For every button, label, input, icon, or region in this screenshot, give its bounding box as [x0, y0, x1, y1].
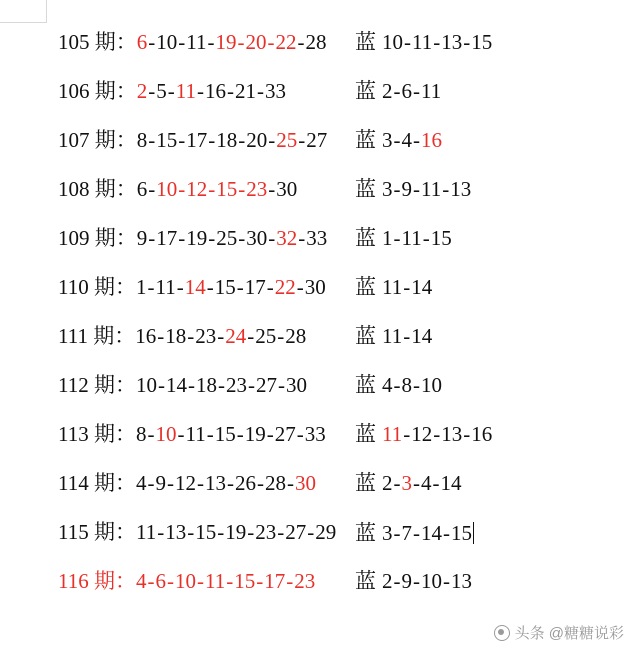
red-ball-number: 33 — [264, 79, 286, 103]
number-separator: - — [393, 373, 401, 397]
blue-ball-number: 4 — [382, 373, 393, 397]
number-separator: - — [443, 520, 450, 545]
red-ball-number: 6 — [155, 569, 166, 593]
row-blue-numbers — [355, 228, 640, 249]
row-period-number: 107 — [58, 128, 90, 152]
number-separator: - — [206, 422, 214, 446]
red-ball-number: 11 — [135, 520, 157, 544]
number-separator: - — [442, 177, 450, 201]
row-period-number: 113 — [58, 422, 89, 446]
row-period-label: 期： — [88, 471, 136, 495]
lottery-row — [0, 263, 640, 312]
red-ball-number: 15 — [156, 128, 178, 152]
blue-ball-number: 11 — [382, 275, 403, 299]
row-period-label: 期： — [89, 30, 137, 54]
red-ball-number: 27 — [306, 128, 328, 152]
blue-label: 蓝 — [355, 422, 376, 446]
row-red-numbers — [0, 228, 355, 249]
blue-ball-number: 14 — [411, 275, 433, 299]
row-period-label: 期： — [88, 373, 136, 397]
lottery-row — [0, 165, 640, 214]
row-blue-numbers — [355, 424, 640, 445]
row-blue-numbers — [355, 522, 640, 544]
number-separator: - — [433, 422, 441, 446]
lottery-row — [0, 214, 640, 263]
red-ball-number: 2 — [136, 79, 148, 103]
number-separator: - — [413, 177, 420, 201]
red-ball-number: 19 — [225, 520, 247, 544]
number-separator: - — [413, 79, 420, 103]
number-separator: - — [433, 30, 441, 54]
blue-ball-number: 11 — [421, 79, 442, 103]
number-separator: - — [393, 520, 401, 545]
red-ball-number: 11 — [185, 422, 206, 446]
red-ball-number: 6 — [136, 30, 148, 54]
row-blue-numbers — [355, 277, 640, 298]
number-separator: - — [157, 520, 165, 544]
blue-ball-number: 2 — [382, 569, 393, 593]
watermark-text: 头条 @糖糖说彩 — [514, 625, 624, 642]
number-separator: - — [267, 30, 275, 54]
lottery-rows-list — [0, 18, 640, 606]
lottery-row — [0, 67, 640, 116]
number-separator: - — [148, 226, 156, 250]
number-separator: - — [187, 324, 195, 348]
number-separator: - — [238, 128, 246, 152]
blue-ball-number: 11 — [412, 30, 433, 54]
row-period-number: 105 — [58, 30, 90, 54]
number-separator: - — [217, 324, 225, 348]
red-ball-number: 9 — [155, 471, 166, 495]
blue-ball-number: 11 — [421, 177, 442, 201]
number-separator: - — [422, 226, 430, 250]
red-ball-number: 19 — [186, 226, 208, 250]
red-ball-number: 23 — [195, 324, 217, 348]
red-ball-number: 13 — [204, 471, 226, 495]
number-separator: - — [178, 30, 186, 54]
blue-ball-number: 16 — [471, 422, 493, 446]
row-period-number: 106 — [58, 79, 90, 103]
red-ball-number: 28 — [264, 471, 286, 495]
row-period-label: 期： — [88, 275, 136, 299]
blue-ball-number: 3 — [382, 520, 393, 545]
number-separator: - — [463, 30, 471, 54]
row-red-numbers — [0, 326, 355, 347]
blue-label: 蓝 — [355, 324, 376, 348]
row-blue-numbers — [355, 130, 640, 151]
number-separator: - — [207, 30, 215, 54]
number-separator: - — [178, 226, 186, 250]
number-separator: - — [393, 226, 401, 250]
lottery-row — [0, 410, 640, 459]
row-blue-numbers — [355, 179, 640, 200]
row-red-numbers — [0, 81, 355, 102]
number-separator: - — [266, 275, 274, 299]
number-separator: - — [208, 226, 216, 250]
number-separator: - — [247, 324, 255, 348]
number-separator: - — [148, 128, 156, 152]
number-separator: - — [268, 128, 276, 152]
number-separator: - — [226, 471, 234, 495]
blue-ball-number: 16 — [421, 128, 442, 152]
number-separator: - — [147, 569, 155, 593]
number-separator: - — [187, 520, 195, 544]
red-ball-number: 10 — [156, 30, 178, 54]
red-ball-number: 30 — [294, 471, 316, 495]
red-ball-number: 15 — [214, 422, 236, 446]
blue-ball-number: 3 — [401, 471, 412, 495]
row-red-numbers — [0, 277, 355, 298]
number-separator: - — [443, 569, 450, 593]
blue-ball-number: 2 — [382, 79, 393, 103]
blue-label: 蓝 — [355, 177, 376, 201]
number-separator: - — [393, 177, 401, 201]
red-ball-number: 18 — [216, 128, 238, 152]
lottery-row — [0, 361, 640, 410]
number-separator: - — [296, 422, 304, 446]
red-ball-number: 20 — [245, 30, 267, 54]
lottery-row — [0, 508, 640, 557]
row-blue-numbers — [355, 375, 640, 396]
row-period-label: 期： — [89, 79, 137, 103]
blue-label: 蓝 — [355, 373, 376, 397]
number-separator: - — [208, 128, 216, 152]
blue-ball-number: 13 — [451, 569, 472, 593]
row-blue-numbers — [355, 473, 640, 494]
number-separator: - — [166, 471, 174, 495]
red-ball-number: 10 — [155, 422, 177, 446]
number-separator: - — [196, 79, 204, 103]
row-period-number: 109 — [58, 226, 90, 250]
row-period-number: 111 — [58, 324, 88, 348]
blue-ball-number: 12 — [411, 422, 433, 446]
row-period-number: 110 — [58, 275, 89, 299]
red-ball-number: 29 — [315, 520, 337, 544]
row-red-numbers — [0, 522, 355, 543]
number-separator: - — [236, 275, 244, 299]
number-separator: - — [217, 520, 225, 544]
red-ball-number: 11 — [186, 30, 207, 54]
number-separator: - — [403, 324, 411, 348]
red-ball-number: 23 — [225, 373, 247, 397]
red-ball-number: 28 — [285, 324, 307, 348]
red-ball-number: 30 — [285, 373, 307, 397]
red-ball-number: 23 — [255, 520, 277, 544]
blue-ball-number: 8 — [401, 373, 412, 397]
blue-ball-number: 3 — [382, 128, 393, 152]
number-separator: - — [463, 422, 471, 446]
number-separator: - — [148, 79, 156, 103]
red-ball-number: 17 — [156, 226, 178, 250]
row-period-number: 112 — [58, 373, 89, 397]
number-separator: - — [277, 520, 285, 544]
number-separator: - — [298, 128, 306, 152]
blue-ball-number: 11 — [382, 324, 403, 348]
red-ball-number: 17 — [186, 128, 208, 152]
blue-ball-number: 1 — [382, 226, 393, 250]
number-separator: - — [247, 373, 255, 397]
number-separator: - — [432, 471, 440, 495]
red-ball-number: 23 — [294, 569, 316, 593]
red-ball-number: 16 — [204, 79, 226, 103]
blue-ball-number: 4 — [421, 471, 432, 495]
red-ball-number: 15 — [195, 520, 217, 544]
number-separator: - — [307, 520, 315, 544]
red-ball-number: 6 — [136, 177, 148, 201]
red-ball-number: 1 — [135, 275, 147, 299]
number-separator: - — [393, 128, 401, 152]
number-separator: - — [286, 569, 294, 593]
row-red-numbers — [0, 130, 355, 151]
row-blue-numbers — [355, 81, 640, 102]
red-ball-number: 15 — [214, 275, 236, 299]
red-ball-number: 4 — [135, 471, 147, 495]
number-separator: - — [298, 226, 306, 250]
row-blue-numbers — [355, 326, 640, 347]
red-ball-number: 8 — [136, 128, 148, 152]
red-ball-number: 22 — [274, 275, 296, 299]
row-period-number: 114 — [58, 471, 89, 495]
row-period-label: 期： — [88, 520, 136, 544]
red-ball-number: 11 — [204, 569, 226, 593]
red-ball-number: 19 — [215, 30, 237, 54]
number-separator: - — [413, 569, 420, 593]
number-separator: - — [403, 275, 411, 299]
red-ball-number: 22 — [275, 30, 297, 54]
blue-label: 蓝 — [355, 226, 376, 250]
blue-ball-number: 10 — [421, 373, 442, 397]
red-ball-number: 4 — [135, 569, 147, 593]
blue-ball-number: 13 — [450, 177, 472, 201]
red-ball-number: 25 — [276, 128, 298, 152]
red-ball-number: 26 — [234, 471, 256, 495]
number-separator: - — [148, 177, 156, 201]
row-period-label: 期： — [89, 177, 137, 201]
blue-ball-number: 13 — [441, 30, 463, 54]
red-ball-number: 30 — [246, 226, 268, 250]
red-ball-number: 12 — [174, 471, 196, 495]
red-ball-number: 32 — [276, 226, 298, 250]
number-separator: - — [148, 30, 156, 54]
blue-ball-number: 14 — [421, 520, 442, 545]
lottery-row — [0, 459, 640, 508]
lottery-row — [0, 116, 640, 165]
number-separator: - — [167, 79, 175, 103]
number-separator: - — [277, 373, 285, 397]
row-red-numbers — [0, 179, 355, 200]
row-red-numbers — [0, 571, 355, 592]
blue-label: 蓝 — [355, 471, 376, 495]
red-ball-number: 11 — [175, 79, 196, 103]
red-ball-number: 13 — [165, 520, 187, 544]
red-ball-number: 30 — [276, 177, 298, 201]
number-separator: - — [413, 373, 420, 397]
number-separator: - — [413, 471, 420, 495]
red-ball-number: 10 — [156, 177, 178, 201]
red-ball-number: 12 — [186, 177, 208, 201]
toutiao-badge-icon — [494, 625, 510, 641]
red-ball-number: 16 — [135, 324, 157, 348]
blue-label: 蓝 — [355, 30, 376, 54]
blue-ball-number: 15 — [430, 226, 452, 250]
number-separator: - — [413, 520, 420, 545]
red-ball-number: 27 — [285, 520, 307, 544]
red-ball-number: 17 — [264, 569, 286, 593]
red-ball-number: 11 — [155, 275, 176, 299]
number-separator: - — [237, 30, 245, 54]
number-separator: - — [208, 177, 216, 201]
red-ball-number: 28 — [305, 30, 327, 54]
number-separator: - — [413, 128, 420, 152]
row-period-number: 115 — [58, 520, 89, 544]
blue-ball-number: 13 — [441, 422, 463, 446]
red-ball-number: 27 — [255, 373, 277, 397]
row-period-label: 期： — [88, 569, 136, 593]
red-ball-number: 17 — [244, 275, 266, 299]
row-period-label: 期： — [87, 324, 136, 348]
row-red-numbers — [0, 375, 355, 396]
number-separator: - — [178, 128, 186, 152]
blue-ball-number: 7 — [401, 520, 412, 545]
watermark — [494, 622, 624, 643]
row-period-number: 108 — [58, 177, 90, 201]
number-separator: - — [238, 226, 246, 250]
number-separator: - — [217, 373, 225, 397]
number-separator: - — [266, 422, 274, 446]
row-period-number: 116 — [58, 569, 89, 593]
number-separator: - — [247, 520, 255, 544]
number-separator: - — [393, 569, 401, 593]
blue-ball-number: 14 — [411, 324, 433, 348]
row-period-label: 期： — [88, 422, 136, 446]
number-separator: - — [393, 471, 401, 495]
red-ball-number: 24 — [225, 324, 247, 348]
red-ball-number: 21 — [234, 79, 256, 103]
number-separator: - — [196, 471, 204, 495]
red-ball-number: 9 — [136, 226, 148, 250]
blue-ball-number: 15 — [471, 30, 493, 54]
blue-label: 蓝 — [355, 128, 376, 152]
red-ball-number: 33 — [304, 422, 326, 446]
blue-ball-number: 10 — [382, 30, 403, 54]
red-ball-number: 15 — [216, 177, 238, 201]
blue-ball-number: 15 — [451, 520, 472, 545]
red-ball-number: 10 — [135, 373, 157, 397]
blue-ball-number: 11 — [401, 226, 422, 250]
number-separator: - — [256, 79, 264, 103]
number-separator: - — [226, 79, 234, 103]
number-separator: - — [236, 422, 244, 446]
blue-ball-number: 14 — [440, 471, 462, 495]
row-blue-numbers — [355, 571, 640, 592]
number-separator: - — [147, 275, 155, 299]
blue-ball-number: 9 — [401, 569, 412, 593]
blue-label: 蓝 — [355, 520, 376, 545]
red-ball-number: 19 — [244, 422, 266, 446]
red-ball-number: 10 — [174, 569, 196, 593]
red-ball-number: 5 — [156, 79, 167, 103]
number-separator: - — [177, 422, 185, 446]
lottery-row — [0, 557, 640, 606]
number-separator: - — [206, 275, 214, 299]
number-separator: - — [404, 30, 411, 54]
red-ball-number: 23 — [246, 177, 268, 201]
number-separator: - — [196, 569, 204, 593]
red-ball-number: 33 — [306, 226, 328, 250]
red-ball-number: 25 — [255, 324, 277, 348]
blue-ball-number: 3 — [382, 177, 393, 201]
number-separator: - — [166, 569, 174, 593]
number-separator: - — [286, 471, 294, 495]
number-separator: - — [147, 422, 155, 446]
red-ball-number: 18 — [165, 324, 187, 348]
red-ball-number: 15 — [234, 569, 256, 593]
blue-ball-number: 9 — [401, 177, 412, 201]
number-separator: - — [256, 569, 264, 593]
number-separator: - — [277, 324, 285, 348]
blue-label: 蓝 — [355, 569, 376, 593]
red-ball-number: 18 — [195, 373, 217, 397]
number-separator: - — [238, 177, 246, 201]
blue-ball-number: 2 — [382, 471, 393, 495]
blue-label: 蓝 — [355, 79, 376, 103]
red-ball-number: 25 — [216, 226, 238, 250]
lottery-row — [0, 312, 640, 361]
red-ball-number: 8 — [135, 422, 147, 446]
number-separator: - — [268, 177, 276, 201]
number-separator: - — [256, 471, 264, 495]
number-separator: - — [157, 324, 165, 348]
blue-ball-number: 10 — [421, 569, 442, 593]
red-ball-number: 27 — [274, 422, 296, 446]
number-separator: - — [176, 275, 184, 299]
row-period-label: 期： — [89, 226, 137, 250]
blue-ball-number: 6 — [401, 79, 412, 103]
red-ball-number: 14 — [165, 373, 187, 397]
red-ball-number: 20 — [246, 128, 268, 152]
blue-label: 蓝 — [355, 275, 376, 299]
number-separator: - — [297, 30, 305, 54]
number-separator: - — [296, 275, 304, 299]
blue-ball-number: 4 — [401, 128, 412, 152]
number-separator: - — [403, 422, 411, 446]
number-separator: - — [226, 569, 234, 593]
red-ball-number: 30 — [304, 275, 326, 299]
number-separator: - — [187, 373, 195, 397]
text-cursor — [473, 522, 474, 544]
number-separator: - — [393, 79, 401, 103]
number-separator: - — [157, 373, 165, 397]
row-period-label: 期： — [89, 128, 137, 152]
row-red-numbers — [0, 473, 355, 494]
number-separator: - — [178, 177, 186, 201]
row-red-numbers — [0, 424, 355, 445]
blue-ball-number: 11 — [382, 422, 403, 446]
lottery-row — [0, 18, 640, 67]
red-ball-number: 14 — [184, 275, 206, 299]
row-blue-numbers — [355, 32, 640, 53]
row-red-numbers — [0, 32, 355, 53]
number-separator: - — [147, 471, 155, 495]
number-separator: - — [268, 226, 276, 250]
